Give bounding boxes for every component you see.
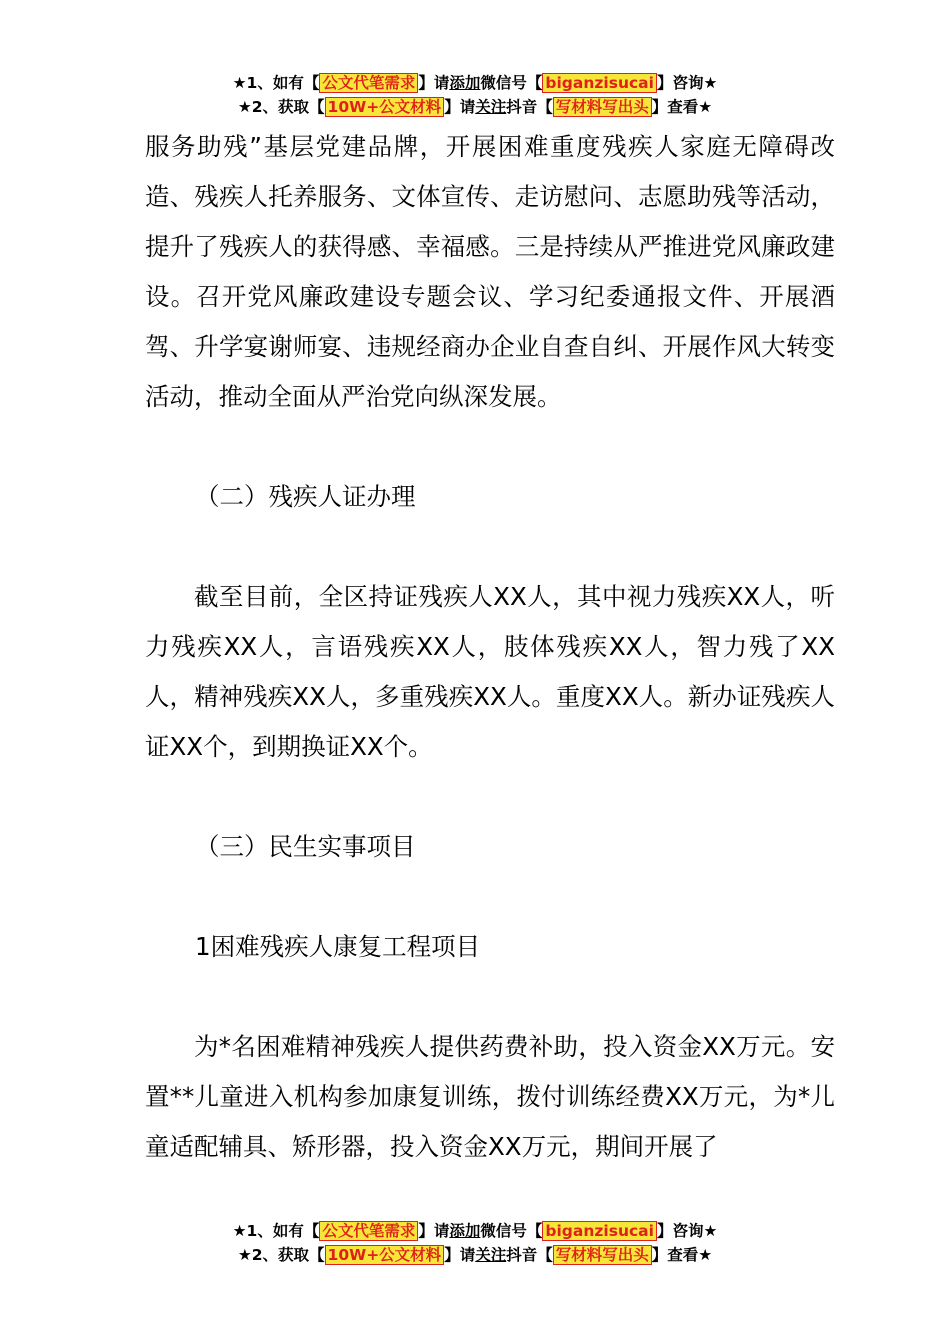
highlight-materials: 10W+公文材料 <box>325 97 445 117</box>
section-heading-livelihood: （三）民生实事项目 <box>195 832 416 861</box>
highlight-wechat-id: biganzisucai <box>542 73 657 93</box>
promo-line-2: ★2、获取【 10W+公文材料 】请关注抖音【 写材料写出头 】查看★ <box>237 98 713 116</box>
promo-banner-top <box>0 72 950 120</box>
section-heading-disability-cert: （二）残疾人证办理 <box>195 482 416 511</box>
paragraph-cert-stats: 截至目前，全区持证残疾人XX人，其中视力残疾XX人，听力残疾XX人，言语残疾XX人，肢体残疾XX人，智力残了XX人，精神残疾XX人，多重残疾XX人。重度XX人。新办证残疾人证XX个，到期换证XX个。 <box>145 582 835 761</box>
paragraph-party-building: 服务助残”基层党建品牌，开展困难重度残疾人家庭无障碍改造、残疾人托养服务、文体宣传、走访慰问、志愿助残等活动，提升了残疾人的获得感、幸福感。三是持续从严推进党风廉政建设。召开党风廉政建设专题会议、学习纪委通报文件、开展酒驾、升学宴谢师宴、违规经商办企业自查自纠、开展作风大转变活动，推动全面从严治党向纵深发展。 <box>145 132 835 411</box>
document-body <box>145 122 835 1172</box>
paragraph-rehab-details: 为*名困难精神残疾人提供药费补助，投入资金XX万元。安置**儿童进入机构参加康复训练，拨付训练经费XX万元，为*儿童适配辅具、矫形器，投入资金XX万元，期间开展了 <box>145 1032 835 1161</box>
subheading-rehab-project: 1困难残疾人康复工程项目 <box>195 932 481 961</box>
promo-line-1: ★1、如有【 公文代笔需求 】请添加微信号【 biganzisucai 】咨询★ <box>232 74 718 92</box>
promo-line-1-bottom: ★1、如有【 公文代笔需求 】请添加微信号【 biganzisucai 】咨询★ <box>232 1222 718 1240</box>
highlight-douyin: 写材料写出头 <box>553 97 652 117</box>
promo-banner-bottom <box>0 1220 950 1268</box>
promo-line-2-bottom: ★2、获取【 10W+公文材料 】请关注抖音【 写材料写出头 】查看★ <box>237 1246 713 1264</box>
highlight-service: 公文代笔需求 <box>319 73 418 93</box>
